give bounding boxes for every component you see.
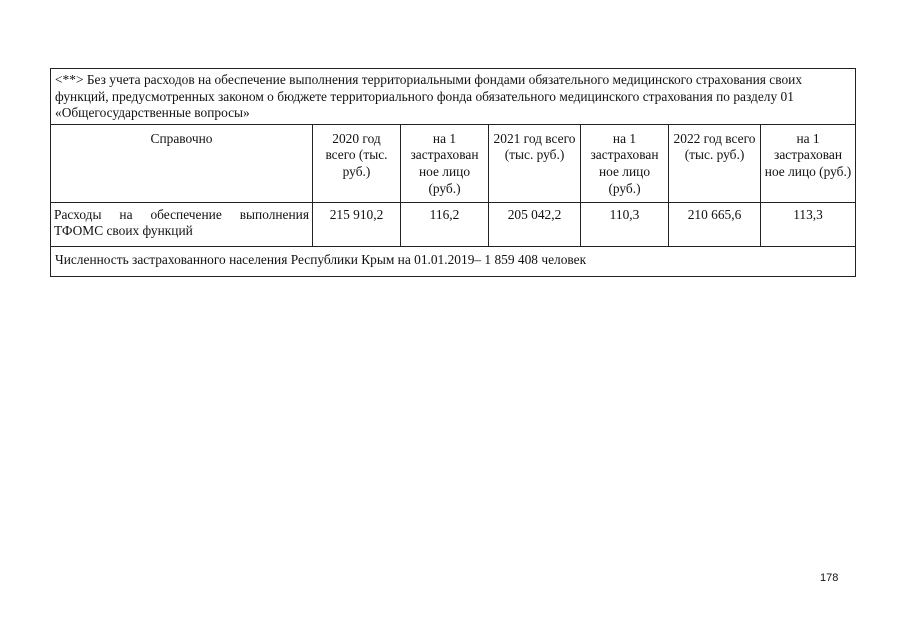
header-2022-per-insured: на 1 застрахован ное лицо (руб.) [761,124,856,202]
footnote-text: <**> Без учета расходов на обеспечение выполнения территориальными фондами обязательного медицинского страхования своих функций, предусмотренных законом о бюджете территориального фонда обязательного медицинского страхования по разделу 01 «Общегосударственные вопросы» [51,69,856,125]
value-2021-per-insured: 110,3 [581,202,669,246]
footnote-row [51,69,856,125]
value-2021-total: 205 042,2 [489,202,581,246]
population-text: Численность застрахованного населения Республики Крым на 01.01.2019– 1 859 408 человек [51,246,856,277]
population-row [51,246,856,277]
value-2020-per-insured: 116,2 [401,202,489,246]
header-2020-per-insured: на 1 застрахован ное лицо (руб.) [401,124,489,202]
header-2022-total: 2022 год всего (тыс. руб.) [669,124,761,202]
header-label-cell: Справочно [51,124,313,202]
expenses-table [50,68,856,277]
header-2021-total: 2021 год всего (тыс. руб.) [489,124,581,202]
table-row [51,202,856,246]
value-2020-total: 215 910,2 [313,202,401,246]
row-label-cell: Расходы на обеспечение выполнения ТФОМС своих функций [51,202,313,246]
header-2021-per-insured: на 1 застрахован ное лицо (руб.) [581,124,669,202]
header-2020-total: 2020 год всего (тыс. руб.) [313,124,401,202]
header-row [51,124,856,202]
value-2022-per-insured: 113,3 [761,202,856,246]
document-sheet [50,68,855,277]
value-2022-total: 210 665,6 [669,202,761,246]
page-number: 178 [820,572,839,584]
